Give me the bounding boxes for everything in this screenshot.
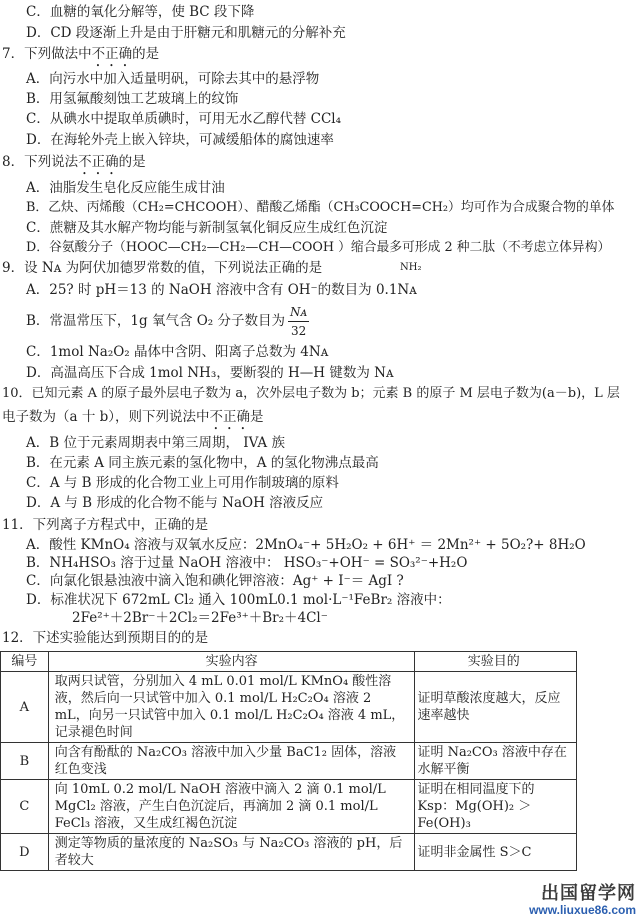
denominator: 32 — [291, 324, 307, 338]
q9-option-a: A．25? 时 pH＝13 的 NaOH 溶液中含有 OH⁻的数目为 0.1Nᴀ — [26, 282, 417, 298]
q9-option-d: D．高温高压下合成 1mol NH₃，要断裂的 H—H 键数为 Nᴀ — [26, 365, 394, 381]
row-id: D — [1, 834, 49, 871]
q11-option-d: D．标准状况下 672mL Cl₂ 通入 100mL0.1 mol·L⁻¹FeBr₂ 溶液中： — [26, 592, 451, 608]
row-id: A — [1, 672, 49, 743]
row-content: 测定等物质的量浓度的 Na₂SO₃ 与 Na₂CO₃ 溶液的 pH，后者较大 — [48, 834, 415, 871]
q12-experiment-table — [0, 651, 577, 871]
q8-option-d: D．谷氨酸分子（HOOC—CH₂—CH₂—CH—COOH ）缩合最多可形成 2 种二肽（不考虑立体异构） — [26, 240, 611, 255]
stem-text: 7．下列做法中 — [2, 46, 92, 62]
q9-stem: 9．设 Nᴀ 为阿伏加德罗常数的值，下列说法正确的是 — [2, 260, 323, 276]
q10-stem-line1: 10．已知元素 A 的原子最外层电子数为 a，次外层电子数为 b；元素 B 的原子 M 层电子数为(a－b)，L 层 — [2, 386, 620, 401]
table-row — [1, 672, 577, 743]
table-row — [1, 780, 577, 834]
stem-text: 的是 — [132, 46, 160, 62]
q8-option-c: C．蔗糖及其水解产物均能与新制氢氧化铜反应生成红色沉淀 — [26, 220, 388, 236]
row-purpose: 证明非金属性 S＞C — [415, 834, 577, 871]
stem-text: 的是 — [118, 154, 146, 170]
option-text: B．常温常压下，1g 氧气含 O₂ 分子数目为 — [26, 313, 286, 329]
stem-text: 电子数为（a 十 b），则下列说法中 — [2, 409, 210, 425]
watermark-logo — [529, 884, 636, 917]
header-id: 编号 — [1, 652, 49, 672]
q12-stem: 12．下述实验能达到预期目的的是 — [2, 630, 209, 646]
row-id: B — [1, 743, 49, 780]
row-purpose: 证明在相同温度下的 Ksp：Mg(OH)₂ ＞Fe(OH)₃ — [415, 780, 577, 834]
emphasized-text: 不正确 — [78, 154, 119, 170]
stem-text: 8．下列说法 — [2, 154, 79, 170]
q6-option-c: C．血糖的氧化分解等，使 BC 段下降 — [26, 4, 255, 20]
row-purpose: 证明草酸浓度越大，反应速率越快 — [415, 672, 577, 743]
header-content: 实验内容 — [48, 652, 415, 672]
q10-stem-line2 — [2, 408, 264, 433]
q11-stem: 11．下列离子方程式中，正确的是 — [2, 517, 209, 533]
table-row — [1, 743, 577, 780]
q7-option-a: A．向污水中加入适量明矾，可除去其中的悬浮物 — [26, 71, 320, 87]
q11-option-a: A．酸性 KMnO₄ 溶液与双氧水反应：2MnO₄⁻+ 5H₂O₂ + 6H⁺ ＝ 2Mn²⁺ + 5O₂?+ 8H₂O — [26, 537, 586, 553]
row-content: 向含有酚酞的 Na₂CO₃ 溶液中加入少量 BaC1₂ 固体，溶液红色变浅 — [48, 743, 415, 780]
emphasized-text: 不正确 — [91, 46, 133, 62]
q10-option-d: D．A 与 B 形成的化合物不能与 NaOH 溶液反应 — [26, 495, 324, 511]
stem-text: 是 — [250, 409, 264, 425]
watermark-name: 出国留学网 — [541, 883, 636, 904]
row-purpose: 证明 Na₂CO₃ 溶液中存在水解平衡 — [415, 743, 577, 780]
q6-option-d: D．CD 段逐渐上升是由于肝糖元和肌糖元的分解补充 — [26, 25, 346, 41]
row-content: 取两只试管，分别加入 4 mL 0.01 mol/L KMnO₄ 酸性溶液，然后向一只试管中加入 0.1 mol/L H₂C₂O₄ 溶液 2 mL，向另一只试管中加入 0.1 mol/L H₂C₂O₄ 溶液 4 mL，记录褪色时间 — [48, 672, 415, 743]
q8-stem — [2, 153, 146, 178]
q7-option-d: D．在海轮外壳上嵌入锌块，可减缓船体的腐蚀速率 — [26, 132, 334, 148]
header-purpose: 实验目的 — [415, 652, 577, 672]
q9-option-b — [26, 303, 309, 340]
numerator: Nᴀ — [288, 303, 309, 322]
q7-option-b: B．用氢氟酸刻蚀工艺玻璃上的纹饰 — [26, 91, 239, 107]
row-id: C — [1, 780, 49, 834]
q8-option-b: B．乙炔、丙烯酸（CH₂=CHCOOH）、醋酸乙烯酯（CH₃COOCH=CH₂）均可作为合成聚合物的单体 — [26, 200, 615, 215]
q7-option-c: C．从碘水中提取单质碘时，可用无水乙醇代替 CCl₄ — [26, 111, 342, 127]
q11-option-c: C．向氯化银悬浊液中滴入饱和碘化钾溶液：Ag⁺ + I⁻＝ AgI ? — [26, 573, 404, 589]
q11-option-d-equation: 2Fe²⁺＋2Br⁻＋2Cl₂＝2Fe³⁺＋Br₂＋4Cl⁻ — [72, 610, 328, 626]
q10-option-c: C．A 与 B 形成的化合物工业上可用作制玻璃的原料 — [26, 475, 339, 491]
table-row — [1, 834, 577, 871]
watermark-url: www.liuxue86.com — [529, 902, 636, 917]
q11-option-b: B．NH₄HSO₃ 溶于过量 NaOH 溶液中： HSO₃⁻+OH⁻ = SO₃²⁻+H₂O — [26, 555, 468, 571]
row-content: 向 10mL 0.2 mol/L NaOH 溶液中滴入 2 滴 0.1 mol/L MgCl₂ 溶液，产生白色沉淀后，再滴加 2 滴 0.1 mol/L FeCl₃ 溶液，又生成红褐色沉淀 — [48, 780, 415, 834]
emphasized-text: 不正确 — [209, 409, 251, 425]
q10-option-a: A．B 位于元素周期表中第三周期， IVA 族 — [26, 435, 285, 451]
fraction — [288, 303, 309, 340]
q7-stem — [2, 45, 159, 70]
q9-option-c: C．1mol Na₂O₂ 晶体中含阴、阳离子总数为 4Nᴀ — [26, 344, 329, 360]
q9-overlay-label: NH₂ — [400, 262, 422, 273]
q10-option-b: B．在元素 A 同主族元素的氢化物中，A 的氢化物沸点最高 — [26, 455, 379, 471]
table-header-row — [1, 652, 577, 672]
q8-option-a: A．油脂发生皂化反应能生成甘油 — [26, 180, 225, 196]
